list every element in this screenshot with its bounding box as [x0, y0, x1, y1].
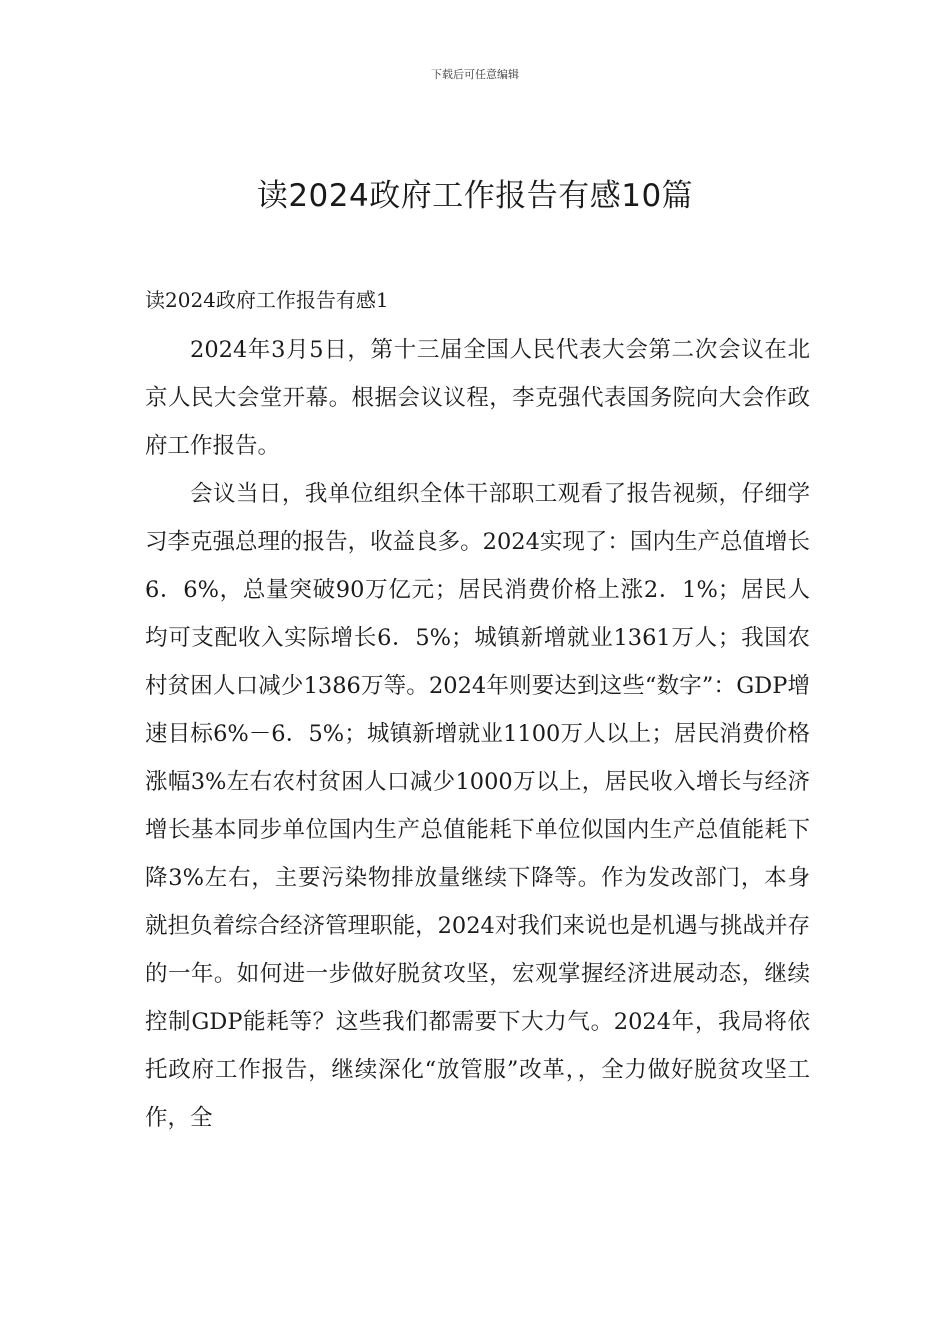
paragraph-1: 2024年3月5日，第十三届全国人民代表大会第二次会议在北京人民大会堂开幕。根据会议议程，李克强代表国务院向大会作政府工作报告。 — [145, 337, 810, 459]
document-title: 读2024政府工作报告有感10篇 — [256, 178, 694, 214]
document-body — [145, 280, 810, 1142]
paragraph-2: 会议当日，我单位组织全体干部职工观看了报告视频，仔细学习李克强总理的报告，收益良多。2024实现了：国内生产总值增长6．6%，总量突破90万亿元；居民消费价格上涨2．1%；居民人均可支配收入实际增长6．5%；城镇新增就业1361万人；我国农村贫困人口减少1386万等。2024年则要达到这些“数字”：GDP增速目标6%－6．5%；城镇新增就业1100万人以上；居民消费价格涨幅3%左右农村贫困人口减少1000万以上，居民收入增长与经济增长基本同步单位国内生产总值能耗下单位似国内生产总值能耗下降3%左右，主要污染物排放量继续下降等。作为发改部门，本身就担负着综合经济管理职能，2024对我们来说也是机遇与挑战并存的一年。如何进一步做好脱贫攻坚，宏观掌握经济进展动态，继续控制GDP能耗等？这些我们都需要下大力气。2024年，我局将依托政府工作报告，继续深化“放管服”改革，，全力做好脱贫攻坚工作，全 — [145, 481, 810, 1131]
header-note: 下载后可任意编辑 — [431, 68, 519, 81]
section-heading: 读2024政府工作报告有感1 — [145, 288, 389, 312]
